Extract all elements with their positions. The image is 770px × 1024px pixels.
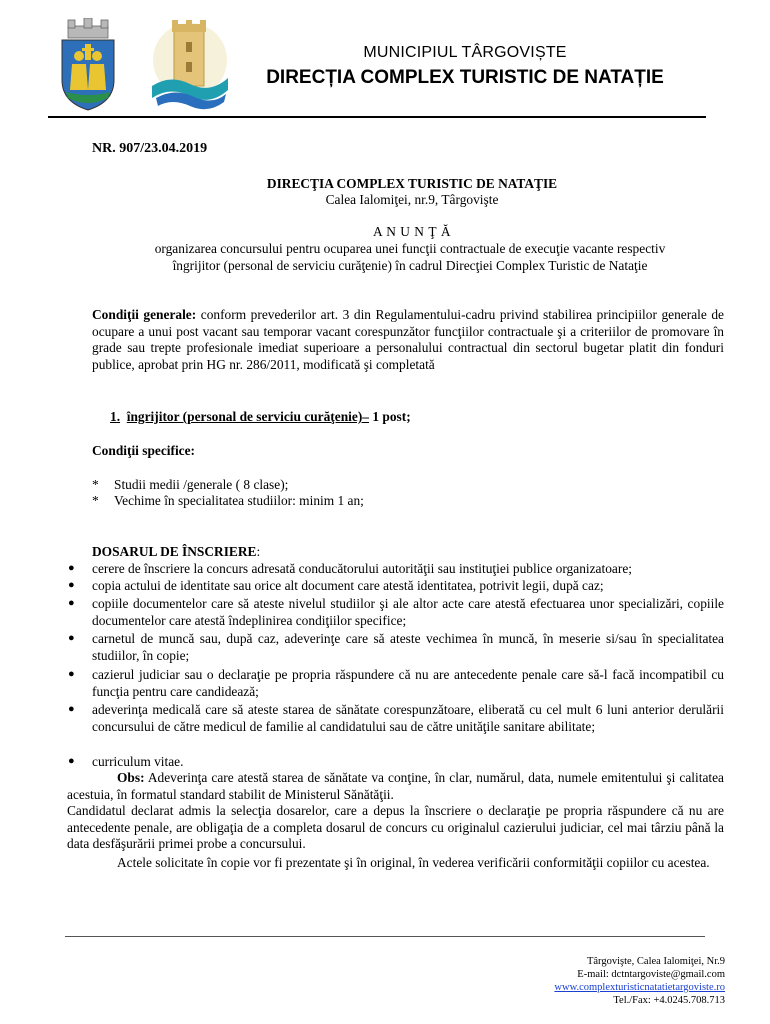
post-number: 1. <box>110 409 121 424</box>
bullet-icon: ● <box>68 597 75 609</box>
post-name: îngrijitor (personal de serviciu curăţenie)– <box>126 409 369 424</box>
general-conditions-paragraph <box>92 307 724 373</box>
footer-email: E-mail: dctntargoviste@gmail.com <box>577 969 725 980</box>
announcement-subtitle-line1: organizarea concursului pentru ocuparea unei funcţii contractuale de execuţie vacante respectiv <box>154 241 666 256</box>
footer-phone: Tel./Fax: +4.0245.708.713 <box>613 995 725 1006</box>
obs-paragraph <box>67 770 724 803</box>
complex-tower-logo <box>150 16 230 114</box>
obs-text: Adeverinţa care atestă starea de sănătate va conţine, în clar, numărul, data, numele emitentului şi calitatea acestuia, în formatul standard stabilit de Ministerul Sănătăţii. <box>67 770 724 802</box>
footer-website <box>554 981 725 995</box>
bullet-icon: ● <box>68 668 75 680</box>
announcement-subtitle-line2: îngrijitor (personal de serviciu curăţenie) în cadrul Direcţiei Complex Turistic de Nataţie <box>172 258 648 273</box>
bullet-icon: ● <box>68 562 75 574</box>
dosar-item: curriculum vitae. <box>92 754 184 769</box>
dosar-item: copiile documentelor care să ateste nivelul studiilor şi ale altor acte care atestă efectuarea unor specializări, copiile documentelor care atestă îndeplinirea condiţiilor specifice; <box>92 596 724 628</box>
general-conditions-text: conform prevederilor art. 3 din Regulamentului-cadru privind stabilirea principiilor generale de ocupare a unui post vacant sau temporar vacant corespunzător funcţiilor contractuale şi a criteriilor de promovare în grade sau trepte profesionale imediat superioare a personalului contractual din sectorul bugetar platit din fonduri publice, aprobat prin HG nr. 286/2011, modificată şi completată <box>92 307 724 372</box>
document-number: NR. 907/23.04.2019 <box>92 141 208 156</box>
general-conditions-label: Condiţii generale: <box>92 307 197 322</box>
bullet-icon: ● <box>68 755 75 767</box>
footer-website-link[interactable]: www.complexturisticnatatietargoviste.ro <box>554 982 725 993</box>
dosar-item: cazierul judiciar sau o declaraţie pe propria răspundere că nu are antecedente penale care să-l facă incompatibil cu funcţia pentru care candidează; <box>92 667 724 699</box>
specific-item <box>92 477 289 494</box>
dosar-item: carnetul de muncă sau, după caz, adeverinţe care să ateste vechimea în muncă, în meserie si/sau în specialitatea studiilor, în copie; <box>92 631 724 663</box>
dosar-item: adeverinţa medicală care să ateste starea de sănătate corespunzătoare, eliberată cu cel mult 6 luni anterior derulării concursului de către medicul de familie al candidatului sau de către unităţile sanitare abilitate; <box>92 702 724 734</box>
footer-address: Târgovişte, Calea Ialomiţei, Nr.9 <box>586 956 725 967</box>
municipality-title: MUNICIPIUL TÂRGOVIȘTE <box>363 44 567 61</box>
bullet-icon: ● <box>68 703 75 715</box>
specific-conditions-label: Condiţii specifice: <box>92 443 196 458</box>
dosar-item: copia actului de identitate sau orice alt document care atestă identitatea, potrivit legii, după caz; <box>92 578 604 593</box>
bullet-icon: ● <box>68 632 75 644</box>
dosar-heading <box>92 544 260 561</box>
city-coat-of-arms-logo <box>58 18 118 112</box>
specific-item <box>92 493 364 510</box>
admitted-paragraph: Candidatul declarat admis la selecţia dosarelor, care a depus la înscriere o declaraţie pe propria răspundere că nu are antecedente penale, are obligaţia de a completa dosarul de concurs cu originalul cazierului judiciar, cel mai târziu până la data desfăşurării primei probe a concursului. <box>67 803 724 851</box>
org-name: DIRECŢIA COMPLEX TURISTIC DE NATAŢIE <box>266 176 558 191</box>
specific-text: Studii medii /generale ( 8 clase); <box>114 477 289 492</box>
specific-text: Vechime în specialitatea studiilor: minim 1 an; <box>114 493 364 508</box>
obs-label: Obs: <box>117 770 145 785</box>
copies-paragraph: Actele solicitate în copie vor fi prezentate şi în original, în vederea verificării conformităţii copiilor cu acestea. <box>117 855 710 870</box>
dosar-colon: : <box>256 544 261 559</box>
announcement-title: A N U N Ţ Ă <box>372 224 452 239</box>
dosar-label: DOSARUL DE ÎNSCRIERE <box>92 544 257 559</box>
specific-marker: * <box>92 477 99 492</box>
dosar-item: cerere de înscriere la concurs adresată conducătorului autorităţii sau instituţiei publice organizatoare; <box>92 561 632 576</box>
header-divider <box>48 116 706 118</box>
org-address: Calea Ialomiţei, nr.9, Târgovişte <box>325 192 499 207</box>
specific-marker: * <box>92 493 99 508</box>
post-count: 1 post; <box>368 409 411 424</box>
directorate-title: DIRECȚIA COMPLEX TURISTIC DE NATAȚIE <box>266 67 664 88</box>
footer-divider <box>65 936 705 937</box>
bullet-icon: ● <box>68 579 75 591</box>
post-line <box>110 409 411 426</box>
